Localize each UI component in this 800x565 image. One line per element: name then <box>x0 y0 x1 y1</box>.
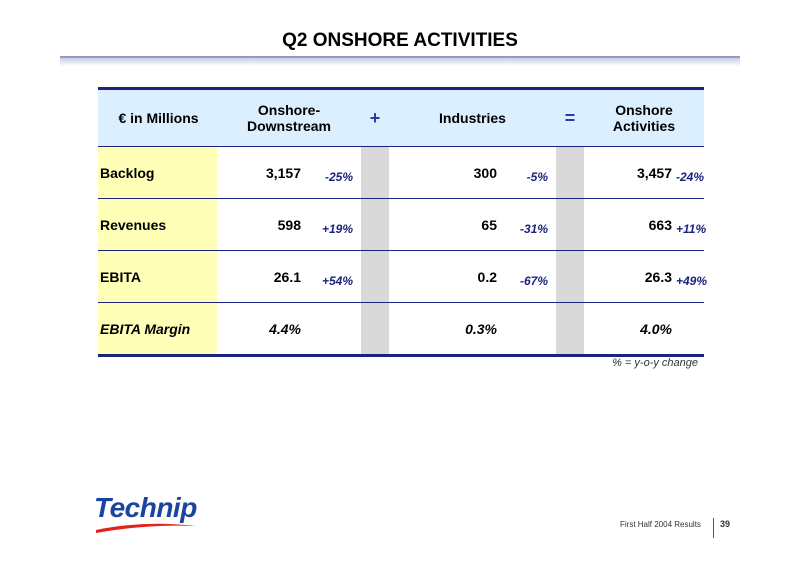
change-onshore-activities: +49% <box>676 251 704 303</box>
header-units: € in Millions <box>98 89 217 147</box>
value-onshore-activities: 4.0% <box>584 303 676 356</box>
value-industries: 0.3% <box>389 303 501 356</box>
change-onshore-downstream: +54% <box>305 251 361 303</box>
activities-table <box>98 87 708 357</box>
value-industries: 65 <box>389 199 501 251</box>
change-onshore-downstream: -25% <box>305 147 361 199</box>
equals-operator: = <box>556 89 584 147</box>
header-industries: Industries <box>389 89 556 147</box>
value-onshore-downstream: 598 <box>217 199 305 251</box>
change-industries: -31% <box>501 199 556 251</box>
change-note: % = y-o-y change <box>612 357 698 369</box>
value-onshore-downstream: 26.1 <box>217 251 305 303</box>
value-onshore-downstream: 4.4% <box>217 303 305 356</box>
logo-wordmark: Technip <box>94 492 197 523</box>
plus-operator: + <box>361 89 389 147</box>
value-industries: 0.2 <box>389 251 501 303</box>
value-onshore-activities: 663 <box>584 199 676 251</box>
header-onshore-downstream: Onshore- Downstream <box>217 89 361 147</box>
row-label: EBITA Margin <box>98 303 217 356</box>
table-row-ebita-margin <box>98 303 704 356</box>
value-onshore-activities: 26.3 <box>584 251 676 303</box>
technip-logo <box>94 492 197 524</box>
table-header-row <box>98 89 704 147</box>
page-number: 39 <box>720 519 731 529</box>
table-row-revenues <box>98 199 704 251</box>
change-industries: -5% <box>501 147 556 199</box>
table-row-ebita <box>98 251 704 303</box>
change-onshore-downstream: +19% <box>305 199 361 251</box>
value-onshore-activities: 3,457 <box>584 147 676 199</box>
row-label: Revenues <box>98 199 217 251</box>
change-onshore-activities: -24% <box>676 147 704 199</box>
value-onshore-downstream: 3,157 <box>217 147 305 199</box>
value-industries: 300 <box>389 147 501 199</box>
row-label: EBITA <box>98 251 217 303</box>
table-row-backlog <box>98 147 704 199</box>
logo-swoosh-icon <box>94 522 198 534</box>
title-underline <box>60 56 740 66</box>
page-title: Q2 ONSHORE ACTIVITIES <box>282 30 518 51</box>
change-onshore-activities: +11% <box>676 199 704 251</box>
row-label: Backlog <box>98 147 217 199</box>
footer-divider <box>713 518 714 538</box>
change-industries: -67% <box>501 251 556 303</box>
header-onshore-activities: Onshore Activities <box>584 89 704 147</box>
footer-text: First Half 2004 Results <box>620 520 701 529</box>
